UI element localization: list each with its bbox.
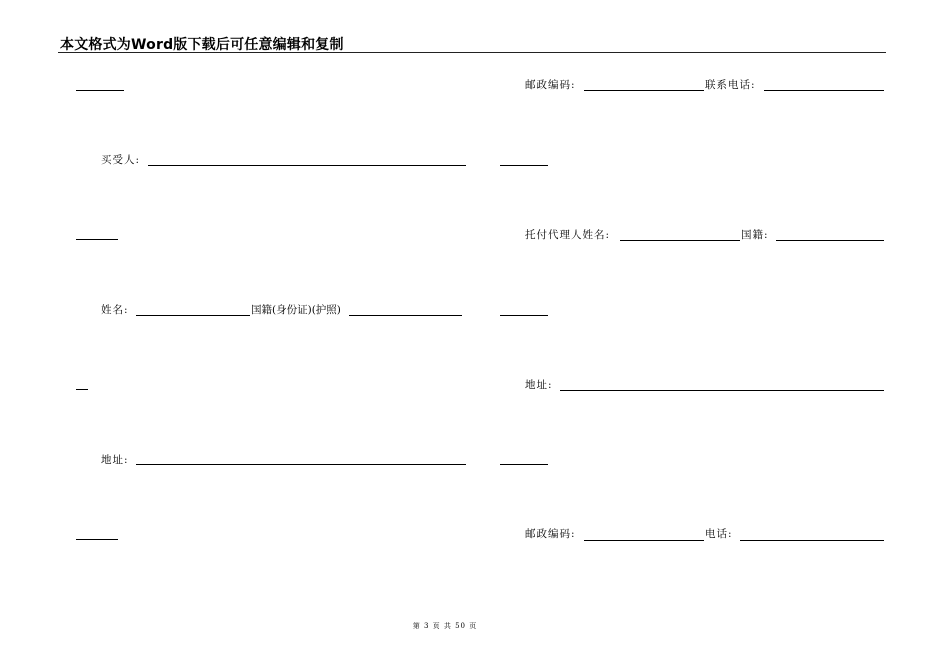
agent-nationality-label: 国籍: [741,229,769,241]
contact-phone-blank [764,90,884,91]
document-header-title: 本文格式为Word版下载后可任意编辑和复制 [60,37,344,53]
postcode-label-1: 邮政编码: [525,79,576,91]
blank-line [76,90,124,91]
address-blank-left [136,464,466,465]
phone-blank [740,540,884,541]
blank-line [500,315,548,316]
page-number-footer: 第 3 页 共 50 页 [412,622,478,630]
agent-nationality-blank [776,240,884,241]
name-label: 姓名: [101,304,129,316]
postcode-label-2: 邮政编码: [525,528,576,540]
blank-line [76,539,118,540]
address-label-left: 地址: [101,454,129,466]
postcode-blank-1 [584,90,704,91]
address-blank-right [560,390,884,391]
buyer-label: 买受人: [101,154,141,166]
phone-label: 电话: [705,528,733,540]
blank-line [76,239,118,240]
nationality-blank [349,315,462,316]
name-blank [136,315,250,316]
header-rule [58,52,886,53]
agent-name-label: 托付代理人姓名: [525,229,611,241]
blank-line [76,389,88,390]
nationality-id-passport-label: 国籍(身份证)(护照) [251,304,341,316]
blank-line [500,464,548,465]
address-label-right: 地址: [525,379,553,391]
agent-name-blank [620,240,740,241]
postcode-blank-2 [584,540,704,541]
contact-phone-label: 联系电话: [705,79,756,91]
blank-line [500,165,548,166]
buyer-blank [148,165,466,166]
